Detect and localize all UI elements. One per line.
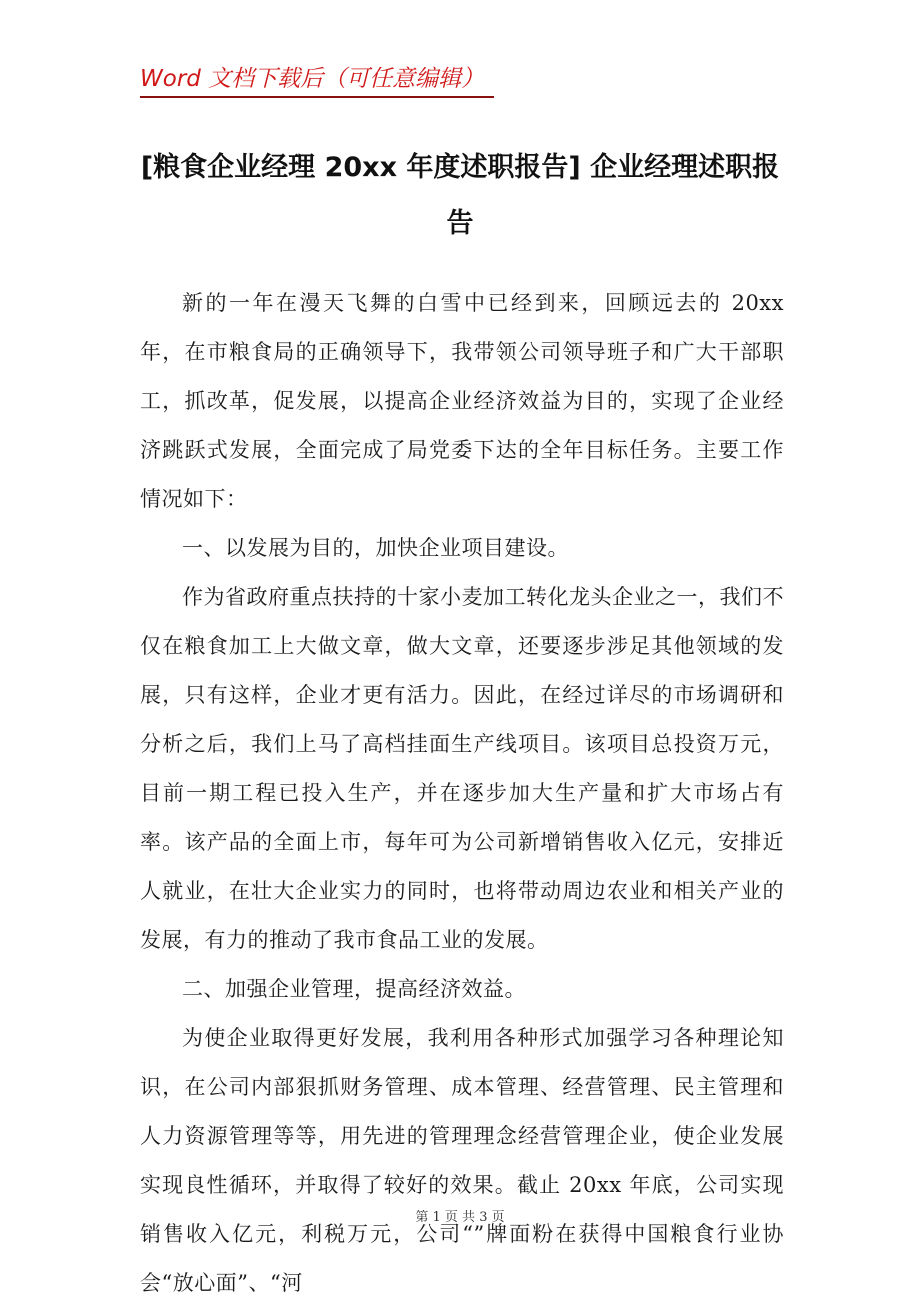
- paragraph-intro: 新的一年在漫天飞舞的白雪中已经到来，回顾远去的 20xx 年，在市粮食局的正确领导下，我带领公司领导班子和广大干部职工，抓改革，促发展，以提高企业经济效益为目的，实现了企业经济跳跃式发展，全面完成了局党委下达的全年目标任务。主要工作情况如下：: [140, 291, 784, 511]
- document-title: [粮食企业经理 20xx 年度述职报告] 企业经理述职报告: [140, 152, 780, 239]
- section-heading-1: 一、以发展为目的，加快企业项目建设。: [182, 536, 569, 560]
- document-body: [140, 279, 784, 1308]
- page-number: 第 1 页 共 3 页: [415, 1210, 505, 1225]
- section-heading-2: 二、加强企业管理，提高经济效益。: [182, 977, 526, 1001]
- download-banner: [140, 62, 494, 98]
- banner-text: Word 文档下载后（可任意编辑）: [140, 66, 485, 92]
- paragraph-management: 为使企业取得更好发展，我利用各种形式加强学习各种理论知识，在公司内部狠抓财务管理、成本管理、经营管理、民主管理和人力资源管理等等，用先进的管理理念经营管理企业，使企业发展实现良性循环，并取得了较好的效果。截止 20xx 年底，公司实现销售收入亿元，利税万元，公司“”牌面粉在获得中国粮食行业协会“放心面”、“河: [140, 1026, 784, 1295]
- paragraph-project: 作为省政府重点扶持的十家小麦加工转化龙头企业之一，我们不仅在粮食加工上大做文章，做大文章，还要逐步涉足其他领域的发展，只有这样，企业才更有活力。因此，在经过详尽的市场调研和分析之后，我们上马了高档挂面生产线项目。该项目总投资万元，目前一期工程已投入生产，并在逐步加大生产量和扩大市场占有率。该产品的全面上市，每年可为公司新增销售收入亿元，安排近人就业，在壮大企业实力的同时，也将带动周边农业和相关产业的发展，有力的推动了我市食品工业的发展。: [140, 585, 784, 952]
